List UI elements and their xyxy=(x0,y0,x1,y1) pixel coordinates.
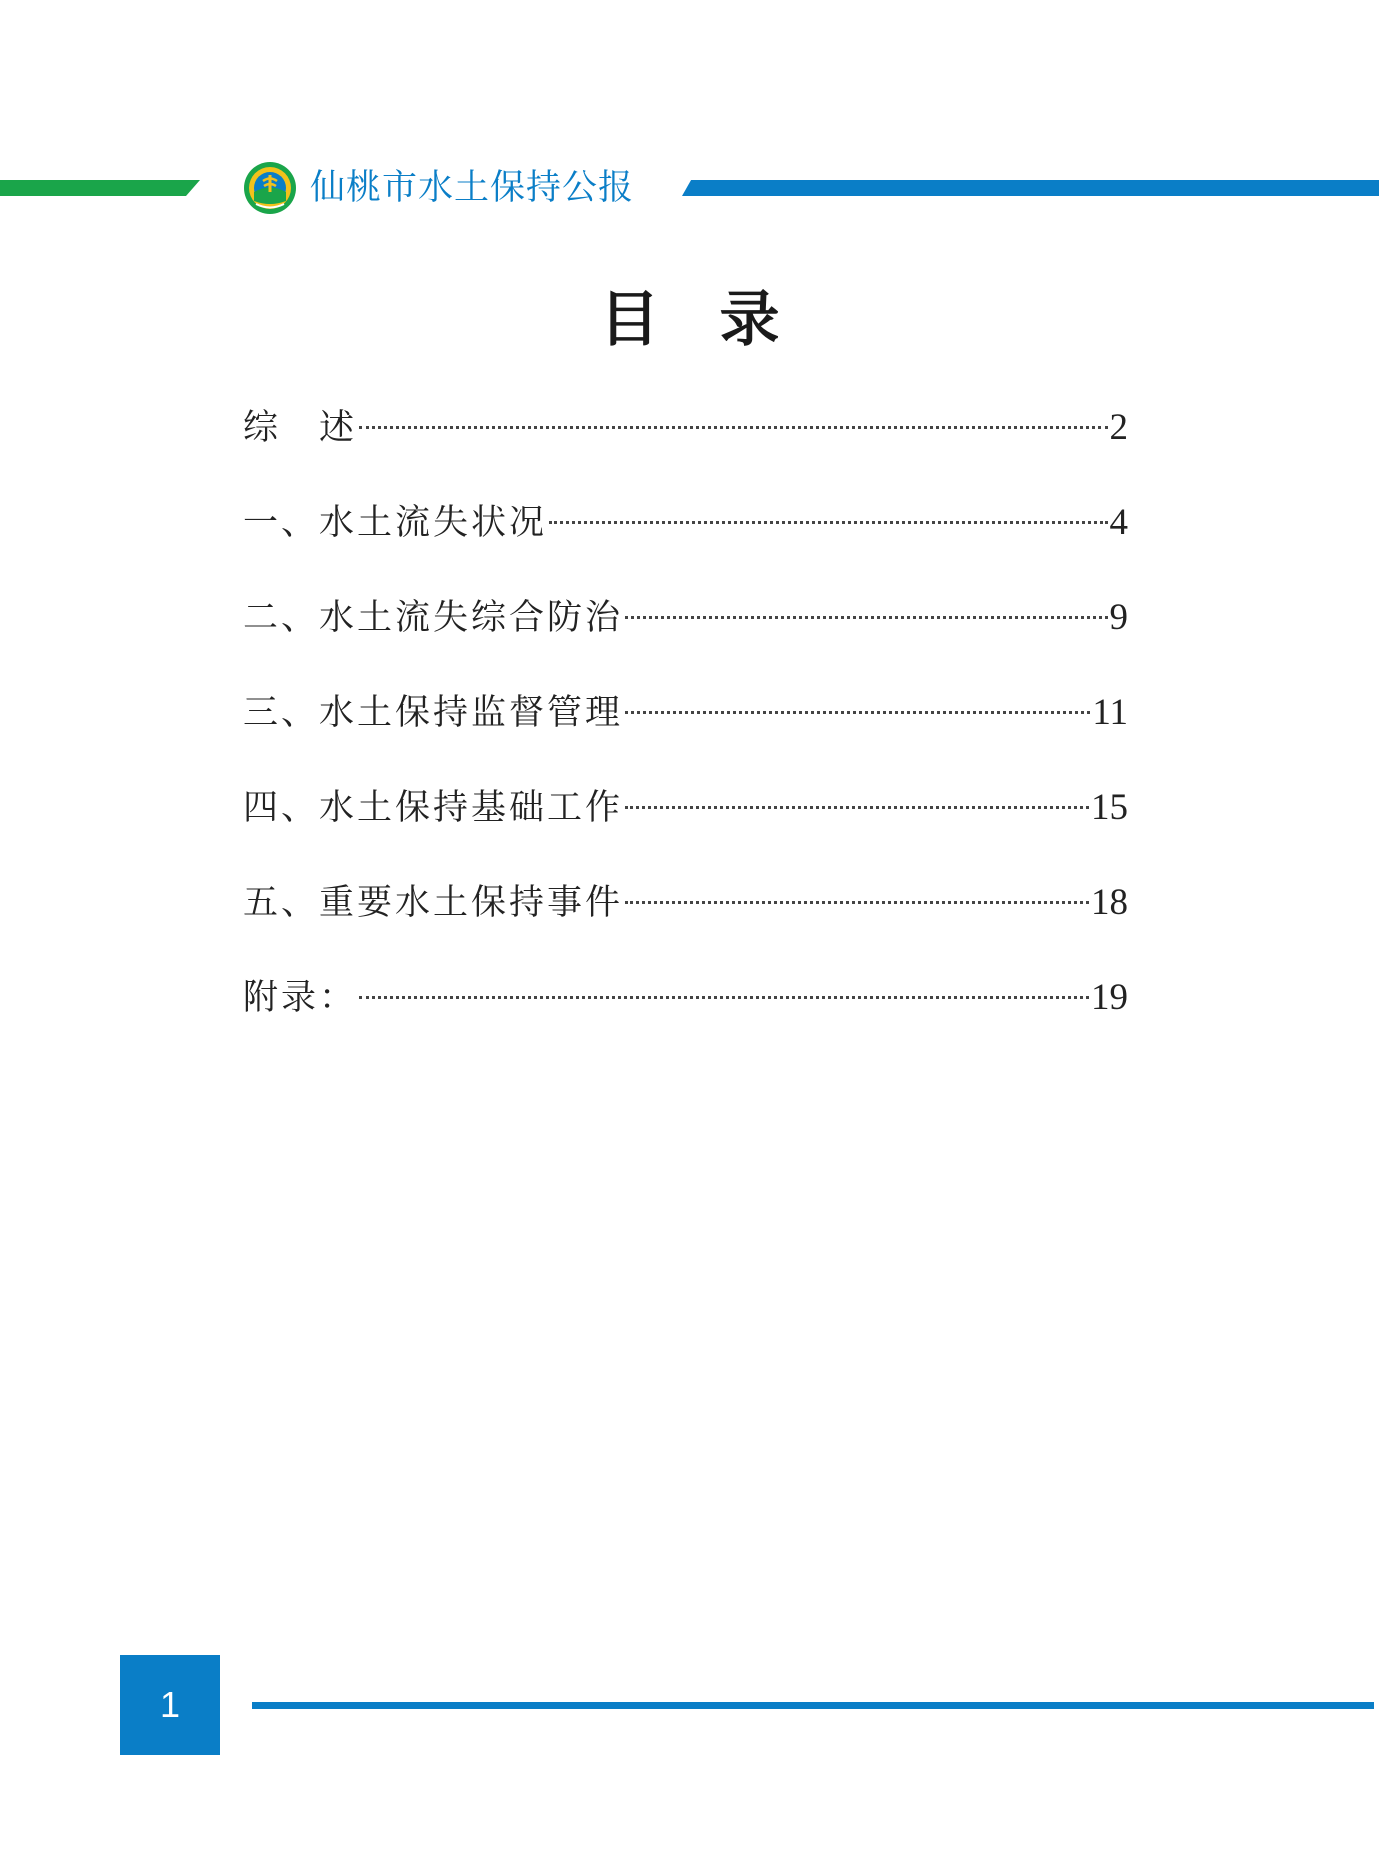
toc-entry-page: 15 xyxy=(1091,787,1128,828)
toc-entry-soil-erosion-status[interactable] xyxy=(243,497,1128,592)
soil-water-conservation-emblem-icon xyxy=(243,161,297,215)
toc-dot-leader xyxy=(549,521,1107,524)
toc-entry-label: 综 述 xyxy=(243,408,358,448)
toc-dot-leader xyxy=(359,426,1107,429)
toc-entry-label: 附录： xyxy=(243,978,358,1018)
toc-dot-leader xyxy=(625,901,1089,904)
toc-entry-page: 2 xyxy=(1109,407,1128,448)
page-title: 目 录 xyxy=(599,285,780,355)
header-title: 仙桃市水土保持公报 xyxy=(310,168,635,208)
toc-entry-basic-work[interactable] xyxy=(243,782,1128,877)
toc-entry-major-events[interactable] xyxy=(243,877,1128,972)
toc-entry-comprehensive-control[interactable] xyxy=(243,592,1128,687)
toc-entry-page: 19 xyxy=(1091,977,1128,1018)
toc-entry-page: 18 xyxy=(1091,882,1128,923)
toc-entry-overview[interactable] xyxy=(243,402,1128,497)
toc-entry-label: 五、重要水土保持事件 xyxy=(243,883,624,923)
toc-dot-leader xyxy=(625,616,1107,619)
toc-entry-supervision[interactable] xyxy=(243,687,1128,782)
toc-entry-label: 四、水土保持基础工作 xyxy=(243,788,624,828)
toc-entry-label: 二、水土流失综合防治 xyxy=(243,598,624,638)
toc-entry-label: 三、水土保持监督管理 xyxy=(243,693,624,733)
toc-entry-page: 11 xyxy=(1092,692,1128,733)
toc-dot-leader xyxy=(359,996,1089,999)
toc-entry-appendix[interactable] xyxy=(243,972,1128,1067)
footer-blue-line xyxy=(252,1702,1374,1709)
toc-entry-page: 9 xyxy=(1109,597,1128,638)
toc-entry-page: 4 xyxy=(1109,502,1128,543)
header-blue-stripe xyxy=(682,180,1379,196)
toc-dot-leader xyxy=(625,711,1090,714)
toc-dot-leader xyxy=(625,806,1089,809)
header-green-stripe xyxy=(0,180,200,196)
toc-entry-label: 一、水土流失状况 xyxy=(243,503,548,543)
toc-list xyxy=(243,402,1128,1067)
page-number-badge: 1 xyxy=(120,1655,220,1755)
